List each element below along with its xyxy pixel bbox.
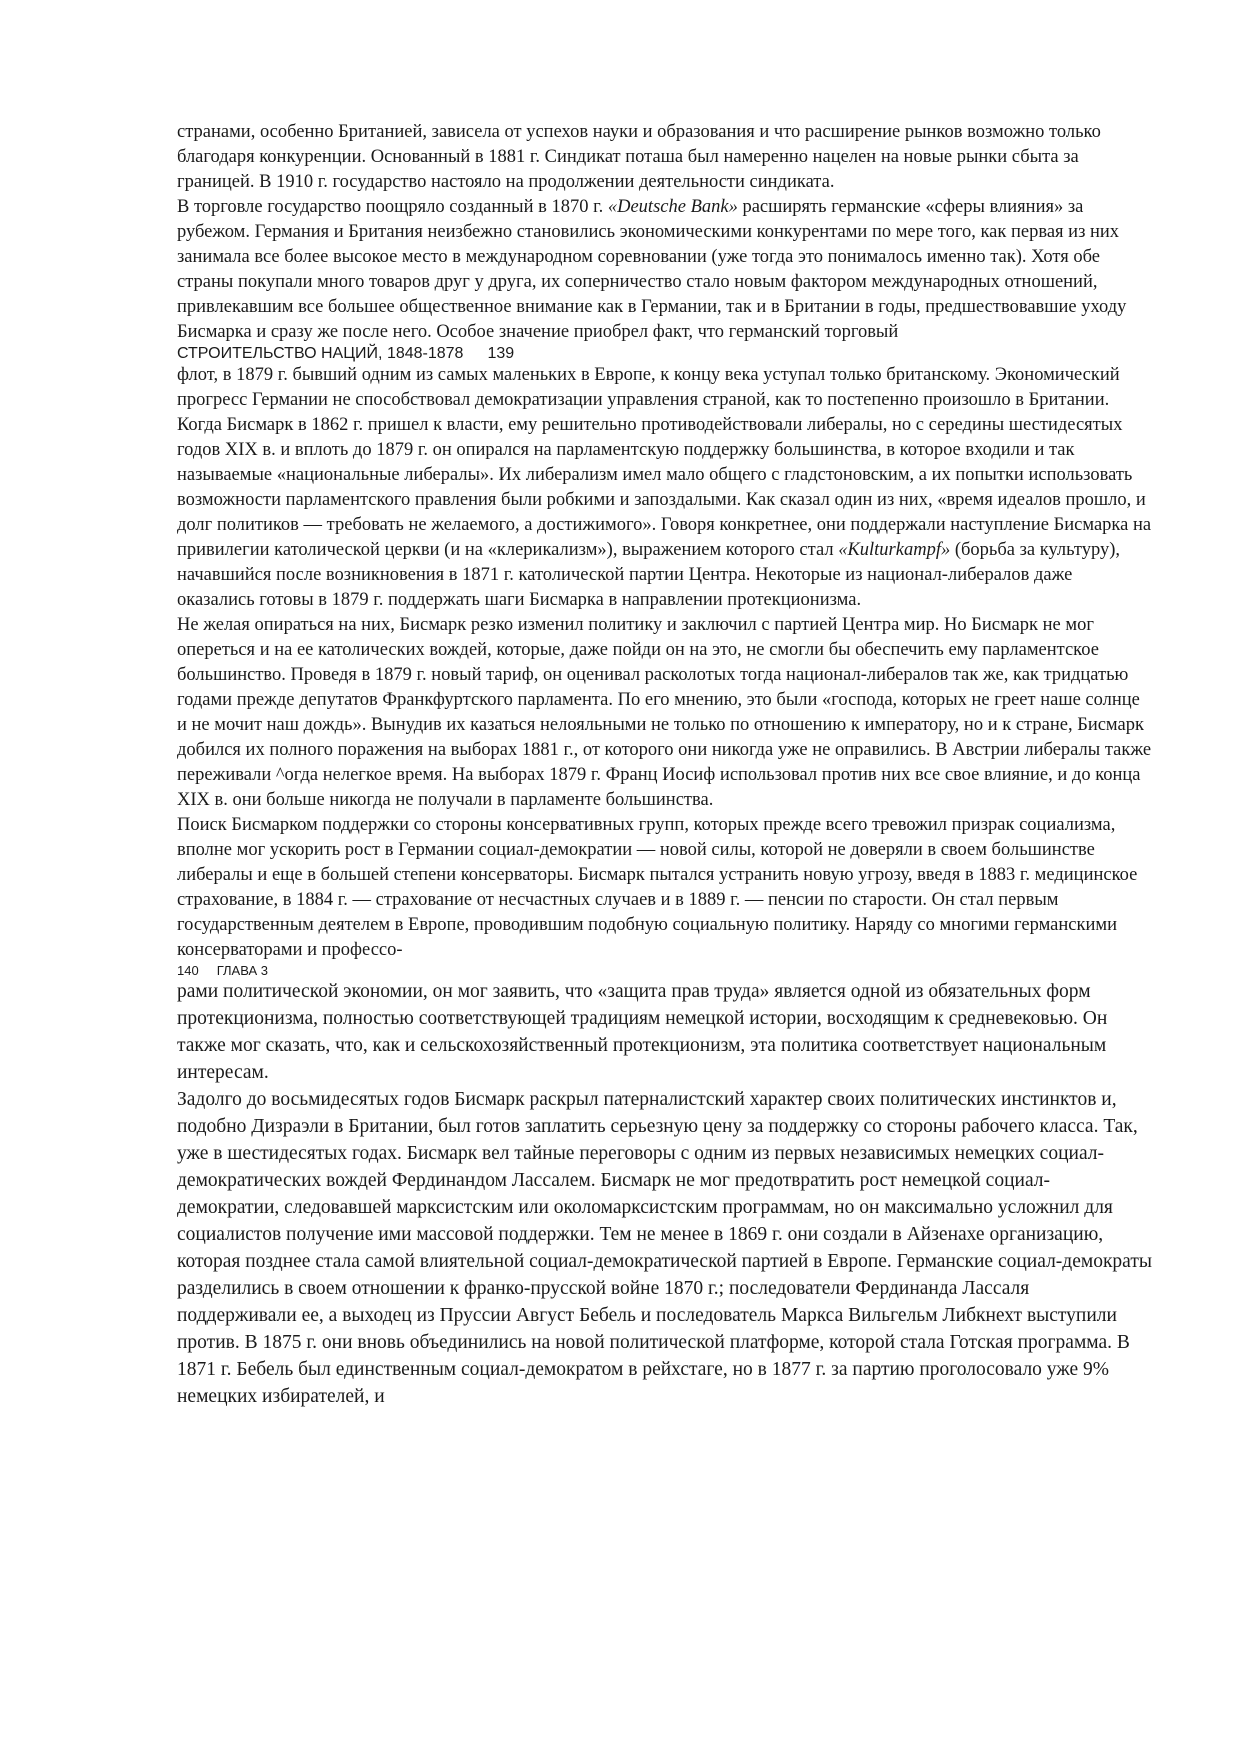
paragraph	[177, 195, 1152, 345]
running-header	[177, 345, 1152, 363]
running-header	[177, 963, 1152, 978]
paragraph: Не желая опираться на них, Бисмарк резко изменил политику и заключил с партией Центра мир. Но Бисмарк не мог опереться и на ее католических вождей, которые, даже пойди он на это, не смогли бы обеспечить ему парламентское большинство. Проведя в 1879 г. новый тариф, он оценивал расколотых тогда национал-либералов так же, как тридцатью годами прежде депутатов Франкфуртского парламента. По его мнению, это были «господа, которых не греет наше солнце и не мочит наш дождь». Вынудив их казаться нелояльными не только по отношению к императору, но и к стране, Бисмарк добился их полного поражения на выборах 1881 г., от которого они никогда уже не оправились. В Австрии либералы также переживали ^огда нелегкое время. На выборах 1879 г. Франц Иосиф использовал против них все свое влияние, и до конца XIX в. они больше никогда не получали в парламенте большинства.	[177, 615, 1152, 810]
header-title: СТРОИТЕЛЬСТВО НАЦИЙ, 1848-1878	[177, 345, 464, 362]
paragraph: Задолго до восьмидесятых годов Бисмарк раскрыл патерналистский характер своих политических инстинктов и, подобно Дизраэли в Британии, был готов заплатить серьезную цену за поддержку со стороны рабочего класса. Так, уже в шестидесятых годах. Бисмарк вел тайные переговоры с одним из первых независимых немецких социал-демократических вождей Фердинандом Лассалем. Бисмарк не мог предотвратить рост немецкой социал-демократии, следовавшей марксистским или околомарксистским программам, но он максимально усложнил для социалистов получение ими массовой поддержки. Тем не менее в 1869 г. они создали в Айзенахе организацию, которая позднее стала самой влиятельной социал-демократической партией в Европе. Германские социал-демократы разделились в своем отношении к франко-прусской войне 1870 г.; последователи Фердинанда Лассаля поддерживали ее, а выходец из Пруссии Август Бебель и последователь Маркса Вильгельм Либкнехт выступили против. В 1875 г. они вновь объединились на новой политической платформе, которой стала Готская программа. В 1871 г. Бебель был единственным социал-демократом в рейхстаге, но в 1877 г. за партию проголосовало уже 9% немецких избирателей, и	[177, 1089, 1152, 1407]
paragraph	[177, 363, 1152, 613]
paragraph-text: флот, в 1879 г. бывший одним из самых маленьких в Европе, к концу века уступал только британскому. Экономический прогресс Германии не способствовал демократизации управления страной, как то постепенно произошло в Британии. Когда Бисмарк в 1862 г. пришел к власти, ему решительно противодействовали либералы, но с середины шестидесятых годов XIX в. и вплоть до 1879 г. он опирался на парламентскую поддержку большинства, в которое входили и так называемые «национальные либералы». Их либерализм имел мало общего с гладстоновским, а их попытки использовать возможности парламентского правления были робкими и запоздалыми. Как сказал один из них, «время идеалов прошло, и долг политиков — требовать не желаемого, а достижимого». Говоря конкретнее, они поддержали наступление Бисмарка на привилегии католической церкви (и на «клерикализм»), выражением которого стал	[177, 365, 1152, 560]
bank-name: «Deutsche Bank»	[607, 197, 738, 217]
paragraph: странами, особенно Британией, зависела от успехов науки и образования и что расширение рынков возможно только благодаря конкуренции. Основанный в 1881 г. Синдикат поташа был намеренно нацелен на новые рынки сбыта за границей. В 1910 г. государство настояло на продолжении деятельности синдиката.	[177, 122, 1101, 192]
kulturkampf-term: «Kulturkampf»	[838, 540, 951, 560]
document-page	[177, 120, 1152, 1410]
paragraph-text: (борьба за культуру), начавшийся после возникновения в 1871 г. католической партии Центра. Некоторые из национал-либералов даже оказались готовы в 1879 г. поддержать шаги Бисмарка в направлении протекционизма.	[177, 540, 1121, 610]
header-title: ГЛАВА 3	[216, 963, 268, 978]
page-number: 140	[177, 963, 199, 978]
paragraph-text: расширять германские «сферы влияния» за рубежом. Германия и Британия неизбежно становились экономическими конкурентами по мере того, как первая из них занимала все более высокое место в международном соревновании (уже тогда это понималось именно так). Хотя обе страны покупали много товаров друг у друга, их соперничество стало новым фактором международных отношений, привлекавшим все большее общественное внимание как в Германии, так и в Британии в годы, предшествовавшие уходу Бисмарка и сразу же после него. Особое значение приобрел факт, что германский торговый	[177, 197, 1127, 342]
paragraph: Поиск Бисмарком поддержки со стороны консервативных групп, которых прежде всего тревожил призрак социализма, вполне мог ускорить рост в Германии социал-демократии — новой силы, которой не доверяли в своем большинстве либералы и еще в большей степени консерваторы. Бисмарк пытался устранить новую угрозу, введя в 1883 г. медицинское страхование, в 1884 г. — страхование от несчастных случаев и в 1889 г. — пенсии по старости. Он стал первым государственным деятелем в Европе, проводившим подобную социальную политику. Наряду со многими германскими консерваторами и профессо-	[177, 815, 1138, 960]
paragraph: рами политической экономии, он мог заявить, что «защита прав труда» является одной из обязательных форм протекционизма, полностью соответствующей традициям немецкой истории, восходящим к средневековью. Он также мог сказать, что, как и сельскохозяйственный протекционизм, эта политика соответствует национальным интересам.	[177, 981, 1108, 1083]
page-number: 139	[487, 345, 515, 362]
paragraph-text: В торговле государство поощряло созданный в 1870 г.	[177, 197, 608, 217]
